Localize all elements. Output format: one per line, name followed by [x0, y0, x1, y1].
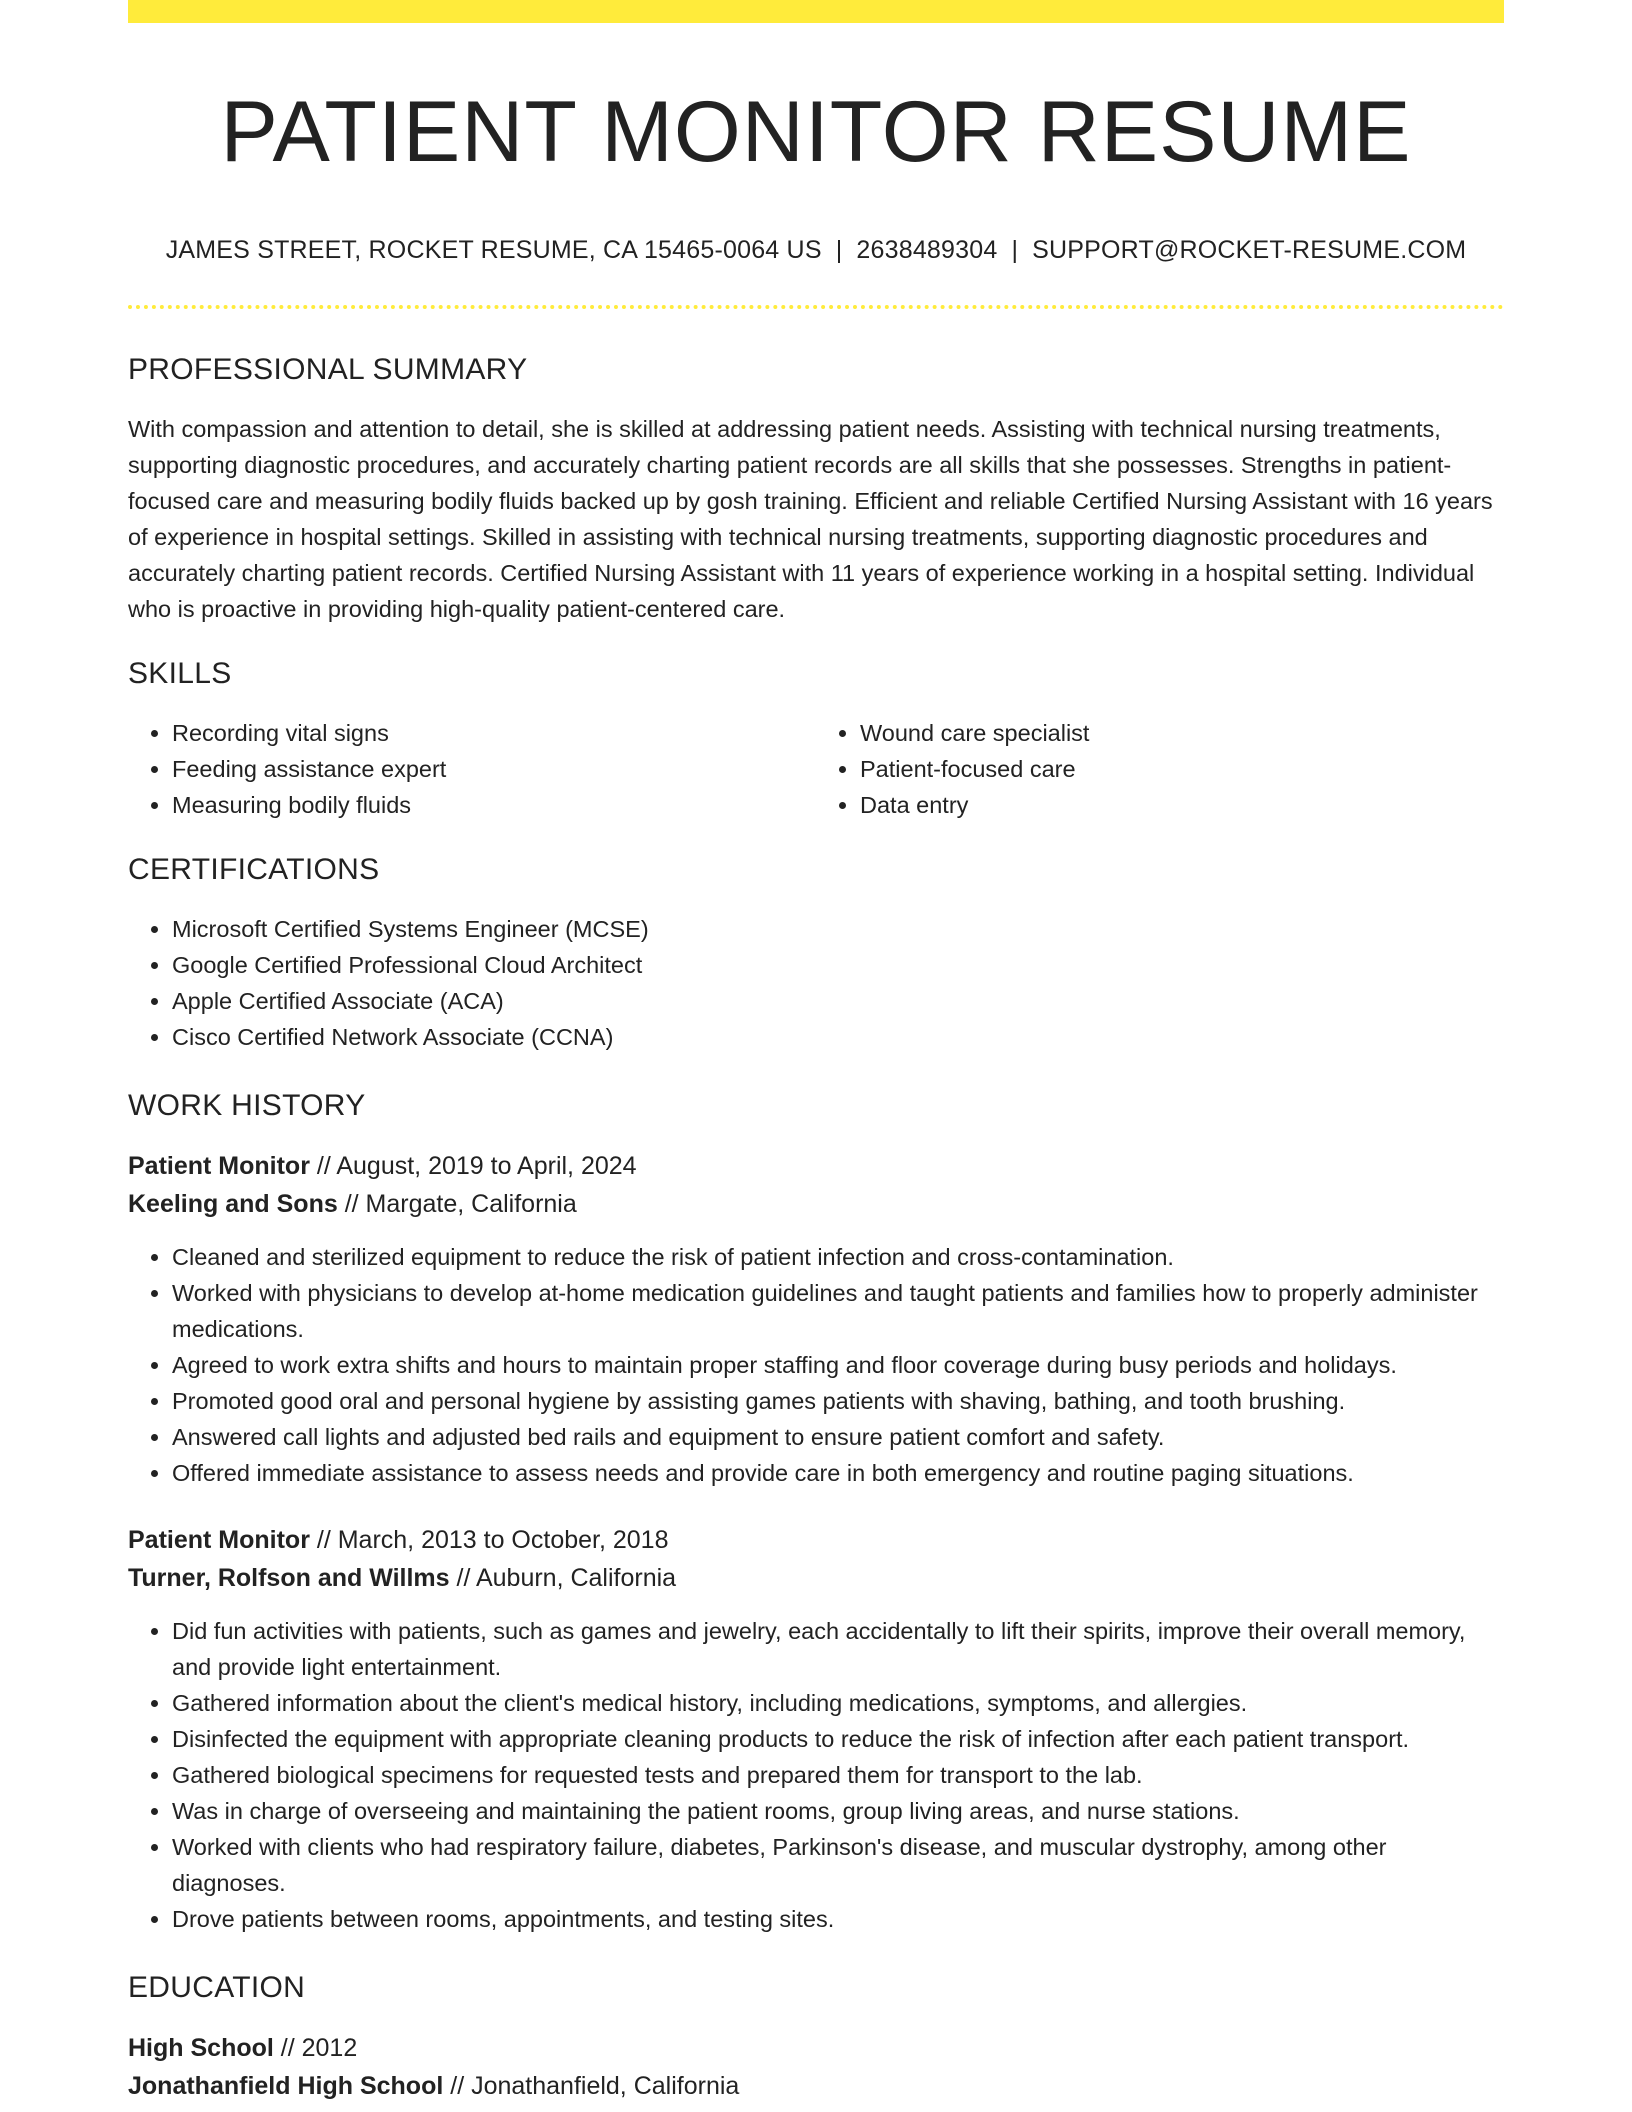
- skills-list-left: [128, 715, 816, 823]
- job-dates: // August, 2019 to April, 2024: [309, 1151, 637, 1180]
- job-bullet: • Promoted good oral and personal hygiene by assisting games patients with shaving, bathing, and tooth brushing.: [172, 1383, 1504, 1419]
- resume-page: [128, 0, 1504, 2105]
- section-title-skills: SKILLS: [128, 656, 232, 690]
- page-title: PATIENT MONITOR RESUME: [220, 84, 1412, 180]
- contact-email: SUPPORT@ROCKET-RESUME.COM: [1032, 235, 1467, 264]
- section-title-certifications: CERTIFICATIONS: [128, 852, 380, 886]
- certifications-list: [128, 911, 1504, 1055]
- job-role: Patient Monitor: [128, 1151, 310, 1180]
- skill-item: • Measuring bodily fluids: [172, 787, 816, 823]
- skills-columns: [128, 715, 1504, 823]
- job-bullets: [128, 1239, 1504, 1491]
- job-location: // Auburn, California: [449, 1563, 677, 1592]
- skill-item: • Patient-focused care: [860, 751, 1504, 787]
- job-entry: [128, 1521, 1504, 1937]
- job-bullet: • Disinfected the equipment with appropriate cleaning products to reduce the risk of infection after each patient transport.: [172, 1721, 1504, 1757]
- job-entry: [128, 1147, 1504, 1491]
- job-location: // Margate, California: [337, 1189, 577, 1218]
- job-company-line: [128, 1559, 1504, 1597]
- education-school-line: [128, 2067, 1504, 2105]
- certification-item: • Cisco Certified Network Associate (CCNA): [172, 1019, 1504, 1055]
- certification-item: • Microsoft Certified Systems Engineer (MCSE): [172, 911, 1504, 947]
- job-bullet: • Answered call lights and adjusted bed rails and equipment to ensure patient comfort and safety.: [172, 1419, 1504, 1455]
- section-title-education: EDUCATION: [128, 1970, 306, 2004]
- contact-separator: |: [835, 235, 843, 264]
- job-bullet: • Offered immediate assistance to assess needs and provide care in both emergency and routine paging situations.: [172, 1455, 1504, 1491]
- skill-item: • Recording vital signs: [172, 715, 816, 751]
- skills-list-right: [816, 715, 1504, 823]
- education-degree-line: [128, 2029, 1504, 2067]
- header-divider: [128, 305, 1504, 309]
- contact-line: [128, 236, 1504, 265]
- job-dates: // March, 2013 to October, 2018: [309, 1525, 669, 1554]
- section-title-work-history: WORK HISTORY: [128, 1088, 366, 1122]
- education-location: // Jonathanfield, California: [443, 2071, 740, 2100]
- education-degree: High School: [128, 2033, 274, 2062]
- job-bullet: • Drove patients between rooms, appointments, and testing sites.: [172, 1901, 1504, 1937]
- certification-item: • Google Certified Professional Cloud Architect: [172, 947, 1504, 983]
- contact-separator: |: [1011, 235, 1019, 264]
- job-company: Turner, Rolfson and Willms: [128, 1563, 450, 1592]
- job-bullet: • Gathered information about the client's medical history, including medications, symptoms, and allergies.: [172, 1685, 1504, 1721]
- job-bullet: • Agreed to work extra shifts and hours to maintain proper staffing and floor coverage during busy periods and holidays.: [172, 1347, 1504, 1383]
- top-accent-bar: [128, 0, 1504, 23]
- job-bullet: • Did fun activities with patients, such as games and jewelry, each accidentally to lift their spirits, improve their overall memory, and provide light entertainment.: [172, 1613, 1504, 1685]
- contact-phone: 2638489304: [856, 235, 998, 264]
- job-role: Patient Monitor: [128, 1525, 310, 1554]
- job-role-line: [128, 1521, 1504, 1559]
- job-bullets: [128, 1613, 1504, 1937]
- job-company-line: [128, 1185, 1504, 1223]
- job-bullet: • Worked with physicians to develop at-home medication guidelines and taught patients and families how to properly administer medications.: [172, 1275, 1504, 1347]
- contact-address: JAMES STREET, ROCKET RESUME, CA 15465-0064 US: [165, 235, 822, 264]
- education-entry: [128, 2029, 1504, 2105]
- education-year: // 2012: [273, 2033, 358, 2062]
- job-bullet: • Gathered biological specimens for requested tests and prepared them for transport to the lab.: [172, 1757, 1504, 1793]
- skill-item: • Feeding assistance expert: [172, 751, 816, 787]
- skill-item: • Data entry: [860, 787, 1504, 823]
- job-bullet: • Worked with clients who had respiratory failure, diabetes, Parkinson's disease, and muscular dystrophy, among other diagnoses.: [172, 1829, 1504, 1901]
- summary-text: With compassion and attention to detail, she is skilled at addressing patient needs. Assisting with technical nursing treatments, supporting diagnostic procedures, and accurately charting patient records are all skills that she possesses. Strengths in patient-focused care and measuring bodily fluids backed up by gosh training. Efficient and reliable Certified Nursing Assistant with 16 years of experience in hospital settings. Skilled in assisting with technical nursing treatments, supporting diagnostic procedures and accurately charting patient records. Certified Nursing Assistant with 11 years of experience working in a hospital setting. Individual who is proactive in providing high-quality patient-centered care.: [128, 415, 1493, 622]
- section-title-summary: PROFESSIONAL SUMMARY: [128, 352, 528, 386]
- job-role-line: [128, 1147, 1504, 1185]
- job-bullet: • Was in charge of overseeing and maintaining the patient rooms, group living areas, and nurse stations.: [172, 1793, 1504, 1829]
- job-bullet: • Cleaned and sterilized equipment to reduce the risk of patient infection and cross-contamination.: [172, 1239, 1504, 1275]
- job-company: Keeling and Sons: [128, 1189, 338, 1218]
- certification-item: • Apple Certified Associate (ACA): [172, 983, 1504, 1019]
- skill-item: • Wound care specialist: [860, 715, 1504, 751]
- education-school: Jonathanfield High School: [128, 2071, 444, 2100]
